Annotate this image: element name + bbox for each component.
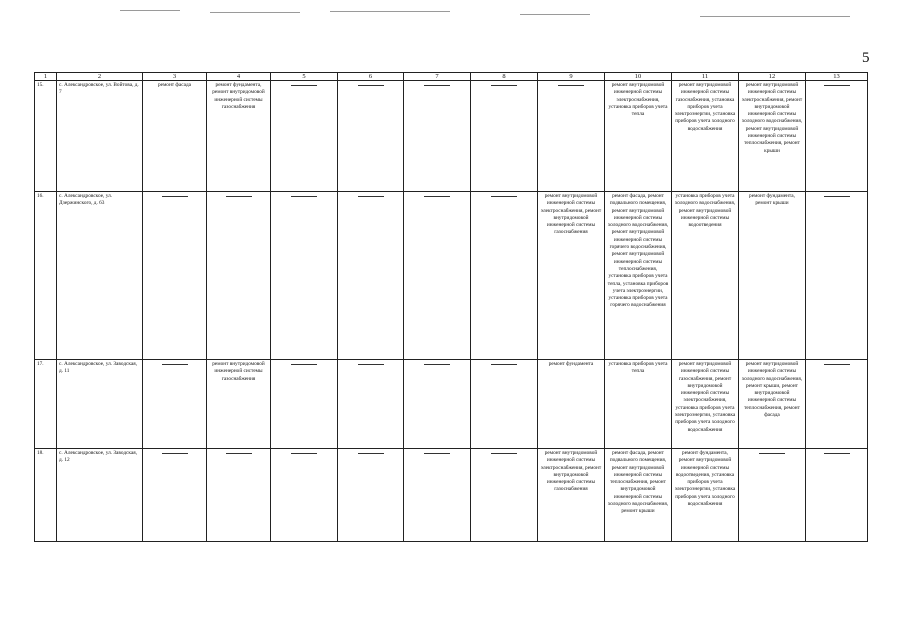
work-type-cell: ремонт фасада, ремонт подвального помещения, ремонт внутридомовой инженерной системы холодного водоснабжения, ремонт внутридомовой инженерной системы горячего водоснабжения, ремонт внутридомовой инженерной системы теплоснабжения, установка приборов учета тепла, установка приборов учета электроэнергии, установка приборов учета горячего водоснабжения [605, 192, 672, 360]
building-address: с. Александровское, ул. Заводская, д. 12 [57, 449, 143, 542]
empty-cell-dash [424, 85, 450, 86]
empty-cell-dash [491, 85, 517, 86]
empty-cell [338, 360, 404, 449]
empty-cell [207, 449, 271, 542]
empty-cell [143, 360, 207, 449]
building-address: с. Александровское, ул. Дзержинского, д. 63 [57, 192, 143, 360]
empty-cell-dash [424, 364, 450, 365]
work-type-cell: ремонт внутридомовой инженерной системы холодного водоснабжения, ремонт крыши, ремонт внутридомовой инженерной системы теплоснабжения, ремонт фасада [739, 360, 806, 449]
column-number: 3 [143, 73, 207, 81]
work-type-cell: ремонт фасада [143, 81, 207, 192]
scan-speck [120, 10, 180, 11]
work-type-cell: ремонт фундамента, ремонт крыши [739, 192, 806, 360]
empty-cell-dash [358, 364, 384, 365]
table-row [35, 81, 868, 192]
column-number: 1 [35, 73, 57, 81]
empty-cell-dash [162, 364, 188, 365]
table-row [35, 192, 868, 360]
empty-cell [338, 192, 404, 360]
column-number: 13 [806, 73, 868, 81]
scan-speck [210, 12, 300, 13]
empty-cell [538, 81, 605, 192]
column-number: 6 [338, 73, 404, 81]
row-number: 18. [35, 449, 57, 542]
empty-cell-dash [162, 196, 188, 197]
work-type-cell: ремонт внутридомовой инженерной системы газоснабжения [207, 360, 271, 449]
work-type-cell: ремонт фундамента, ремонт внутридомовой инженерной системы газоснабжения [207, 81, 271, 192]
empty-cell [806, 192, 868, 360]
empty-cell [806, 449, 868, 542]
empty-cell-dash [358, 453, 384, 454]
work-type-cell: установка приборов учета холодного водоснабжения, ремонт внутридомовой инженерной системы водоотведения [672, 192, 739, 360]
column-number: 10 [605, 73, 672, 81]
column-number: 8 [471, 73, 538, 81]
work-type-cell: ремонт фундамента, ремонт внутридомовой инженерной системы водоотведения, установка приборов учета электроэнергии, установка приборов учета холодного водоснабжения [672, 449, 739, 542]
column-number: 9 [538, 73, 605, 81]
empty-cell-dash [424, 196, 450, 197]
column-number: 2 [57, 73, 143, 81]
empty-cell [404, 360, 471, 449]
empty-cell [471, 360, 538, 449]
column-number: 7 [404, 73, 471, 81]
empty-cell-dash [291, 364, 317, 365]
empty-cell [471, 81, 538, 192]
empty-cell [404, 81, 471, 192]
table-body [35, 73, 868, 542]
row-number: 15. [35, 81, 57, 192]
empty-cell [806, 81, 868, 192]
column-number: 4 [207, 73, 271, 81]
work-type-cell: ремонт фундамента [538, 360, 605, 449]
building-address: с. Александровское, ул. Заводская, д. 11 [57, 360, 143, 449]
empty-cell-dash [358, 196, 384, 197]
empty-cell-dash [491, 453, 517, 454]
empty-cell [271, 192, 338, 360]
empty-cell-dash [824, 364, 850, 365]
empty-cell [806, 360, 868, 449]
work-type-cell: ремонт внутридомовой инженерной системы газоснабжения, ремонт внутридомовой инженерной системы электроснабжения, установка приборов учета электроэнергии, установка приборов учета холодного водоснабжения [672, 360, 739, 449]
empty-cell-dash [759, 453, 785, 454]
empty-cell-dash [226, 196, 252, 197]
empty-cell-dash [491, 364, 517, 365]
empty-cell [404, 449, 471, 542]
empty-cell-dash [558, 85, 584, 86]
empty-cell-dash [291, 85, 317, 86]
empty-cell-dash [424, 453, 450, 454]
empty-cell [739, 449, 806, 542]
empty-cell [271, 81, 338, 192]
work-type-cell: установка приборов учета тепла [605, 360, 672, 449]
column-number: 11 [672, 73, 739, 81]
empty-cell-dash [824, 196, 850, 197]
column-number: 5 [271, 73, 338, 81]
empty-cell [143, 192, 207, 360]
column-number-row [35, 73, 868, 81]
empty-cell [271, 360, 338, 449]
work-type-cell: ремонт внутридомовой инженерной системы электроснабжения, установка приборов учета тепла [605, 81, 672, 192]
row-number: 17. [35, 360, 57, 449]
work-type-cell: ремонт внутридомовой инженерной системы газоснабжения, установка приборов учета электроэнергии, установка приборов учета холодного водоснабжения [672, 81, 739, 192]
empty-cell [271, 449, 338, 542]
work-type-cell: ремонт внутридомовой инженерной системы электроснабжения, ремонт внутридомовой инженерной системы холодного водоснабжения, ремонт внутридомовой инженерной системы теплоснабжения, ремонт крыши [739, 81, 806, 192]
table-row [35, 449, 868, 542]
work-type-cell: ремонт фасада, ремонт подвального помещения, ремонт внутридомовой инженерной системы теплоснабжения, ремонт внутридомовой инженерной системы холодного водоснабжения, ремонт крыши [605, 449, 672, 542]
empty-cell [471, 192, 538, 360]
work-type-cell: ремонт внутридомовой инженерной системы электроснабжения, ремонт внутридомовой инженерной системы газоснабжения [538, 192, 605, 360]
building-address: с. Александровское, ул. Войтова, д. 7 [57, 81, 143, 192]
empty-cell-dash [291, 196, 317, 197]
empty-cell-dash [491, 196, 517, 197]
scan-speck [700, 16, 850, 17]
empty-cell [143, 449, 207, 542]
empty-cell-dash [162, 453, 188, 454]
work-type-cell: ремонт внутридомовой инженерной системы электроснабжения, ремонт внутридомовой инженерной системы газоснабжения [538, 449, 605, 542]
page-number: 5 [862, 50, 870, 66]
empty-cell-dash [824, 453, 850, 454]
repair-plan-table [34, 72, 868, 542]
empty-cell-dash [291, 453, 317, 454]
table-row [35, 360, 868, 449]
empty-cell [338, 449, 404, 542]
scan-speck [330, 11, 450, 12]
empty-cell [338, 81, 404, 192]
empty-cell [207, 192, 271, 360]
column-number: 12 [739, 73, 806, 81]
empty-cell-dash [358, 85, 384, 86]
row-number: 16. [35, 192, 57, 360]
scan-speck [520, 14, 590, 15]
empty-cell [404, 192, 471, 360]
empty-cell [471, 449, 538, 542]
empty-cell-dash [226, 453, 252, 454]
empty-cell-dash [824, 85, 850, 86]
